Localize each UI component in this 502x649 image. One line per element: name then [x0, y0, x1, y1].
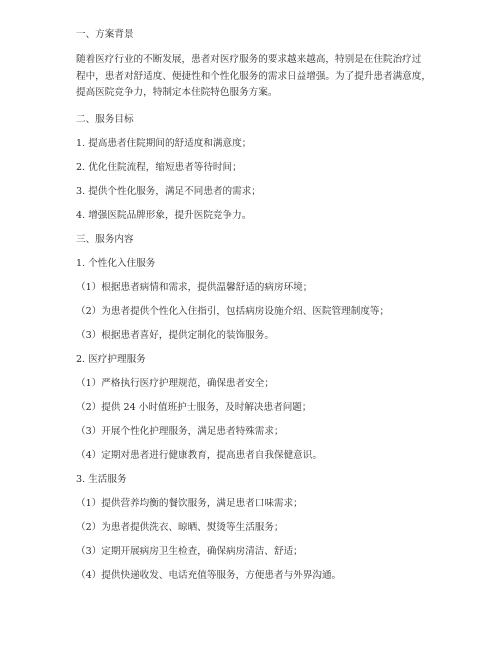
- checkin-item: （1）根据患者病情和需求，提供温馨舒适的病房环境；: [76, 281, 313, 293]
- background-paragraph: [76, 52, 436, 102]
- goal-item: 2. 优化住院流程，缩短患者等待时间；: [76, 161, 242, 173]
- document-page: [76, 28, 436, 593]
- paragraph-line: 随着医疗行业的不断发展，患者对医疗服务的要求越来越高，特别是在住院治疗过: [76, 54, 422, 65]
- life-item: （4）提供快递收发、电话充值等服务，方便患者与外界沟通。: [76, 569, 342, 581]
- subsection-title-nursing: 2. 医疗护理服务: [76, 353, 146, 365]
- checkin-item: （2）为患者提供个性化入住指引，包括病房设施介绍、医院管理制度等；: [76, 305, 390, 317]
- goal-item: 1. 提高患者住院期间的舒适度和满意度；: [76, 137, 252, 149]
- nursing-item: （2）提供 24 小时值班护士服务，及时解决患者问题；: [76, 401, 312, 413]
- section-heading-content: 三、服务内容: [76, 233, 134, 245]
- life-item: （1）提供营养均衡的餐饮服务，满足患者口味需求；: [76, 497, 303, 509]
- life-item: （3）定期开展病房卫生检查，确保病房清洁、舒适；: [76, 545, 303, 557]
- goal-item: 4. 增强医院品牌形象，提升医院竞争力。: [76, 209, 252, 221]
- section-heading-goals: 二、服务目标: [76, 113, 134, 125]
- paragraph-line: 程中，患者对舒适度、便捷性和个性化服务的需求日益增强。为了提升患者满意度，: [76, 70, 431, 82]
- checkin-item: （3）根据患者喜好，提供定制化的装饰服务。: [76, 329, 274, 341]
- nursing-item: （4）定期对患者进行健康教育，提高患者自我保健意识。: [76, 449, 322, 461]
- nursing-item: （3）开展个性化护理服务，满足患者特殊需求；: [76, 425, 284, 437]
- paragraph-line: 提高医院竞争力，特制定本住院特色服务方案。: [76, 87, 278, 98]
- life-item: （2）为患者提供洗衣、晾晒、熨烫等生活服务；: [76, 521, 284, 533]
- goal-item: 3. 提供个性化服务，满足不同患者的需求；: [76, 185, 261, 197]
- nursing-item: （1）严格执行医疗护理规范，确保患者安全；: [76, 377, 274, 389]
- section-heading-background: 一、方案背景: [76, 29, 134, 40]
- subsection-title-life: 3. 生活服务: [76, 473, 127, 485]
- subsection-title-checkin: 1. 个性化入住服务: [76, 257, 156, 269]
